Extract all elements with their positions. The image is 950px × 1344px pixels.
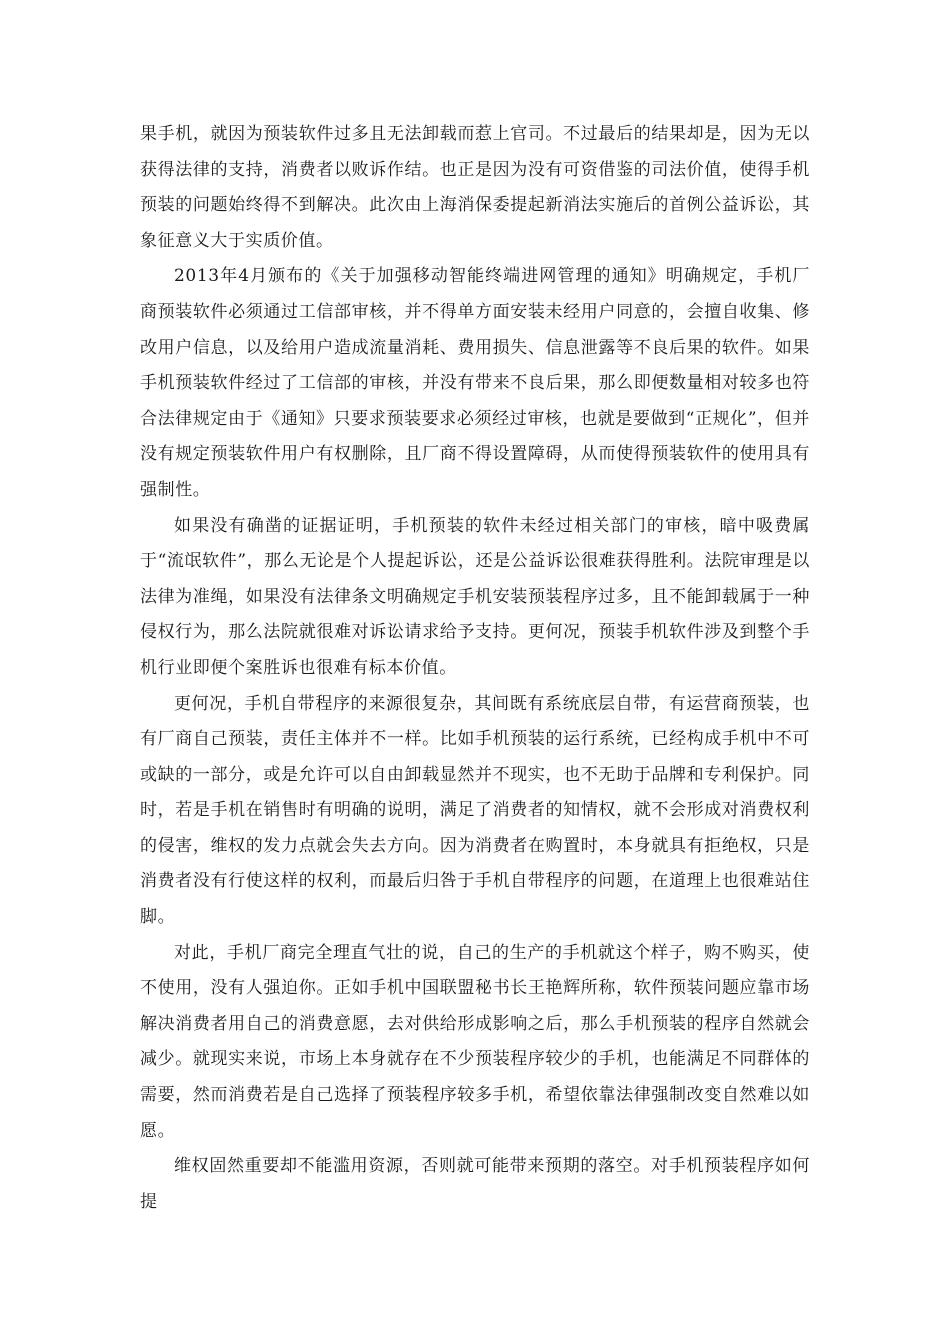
document-body: [140, 117, 810, 1220]
paragraph-4: 更何况，手机自带程序的来源很复杂，其间既有系统底层自带，有运营商预装，也有厂商自己预装，责任主体并不一样。比如手机预装的运行系统，已经构成手机中不可或缺的一部分，或是允许可以自由卸载显然并不现实，也不无助于品牌和专利保护。同时，若是手机在销售时有明确的说明，满足了消费者的知情权，就不会形成对消费权利的侵害，维权的发力点就会失去方向。因为消费者在购置时，本身就具有拒绝权，只是消费者没有行使这样的权利，而最后归咎于手机自带程序的问题，在道理上也很难站住脚。: [140, 693, 810, 928]
paragraph-2: 2013年4月颁布的《关于加强移动智能终端进网管理的通知》明确规定，手机厂商预装软件必须通过工信部审核，并不得单方面安装未经用户同意的，会擅自收集、修改用户信息，以及给用户造成流量消耗、费用损失、信息泄露等不良后果的软件。如果手机预装软件经过了工信部的审核，并没有带来不良后果，那么即便数量相对较多也符合法律规定由于《通知》只要求预装要求必须经过审核，也就是要做到“正规化”，但并没有规定预装软件用户有权删除，且厂商不得设置障碍，从而使得预装软件的使用具有强制性。: [140, 266, 810, 500]
paragraph-1: 果手机，就因为预装软件过多且无法卸载而惹上官司。不过最后的结果却是，因为无以获得法律的支持，消费者以败诉作结。也正是因为没有可资借鉴的司法价值，使得手机预装的问题始终得不到解决。此次由上海消保委提起新消法实施后的首例公益诉讼，其象征意义大于实质价值。: [140, 124, 810, 251]
paragraph-5: 对此，手机厂商完全理直气壮的说，自己的生产的手机就这个样子，购不购买，使不使用，没有人强迫你。正如手机中国联盟秘书长王艳辉所称，软件预装问题应靠市场解决消费者用自己的消费意愿，去对供给形成影响之后，那么手机预装的程序自然就会减少。就现实来说，市场上本身就存在不少预装程序较少的手机，也能满足不同群体的需要，然而消费若是自己选择了预装程序较多手机，希望依靠法律强制改变自然难以如愿。: [140, 942, 810, 1141]
paragraph-6: 维权固然重要却不能滥用资源，否则就可能带来预期的落空。对手机预装程序如何提: [140, 1156, 810, 1212]
paragraph-3: 如果没有确凿的证据证明，手机预装的软件未经过相关部门的审核，暗中吸费属于“流氓软件”，那么无论是个人提起诉讼，还是公益诉讼很难获得胜利。法院审理是以法律为准绳，如果没有法律条文明确规定手机安装预装程序过多，且不能卸载属于一种侵权行为，那么法院就很难对诉讼请求给予支持。更何况，预装手机软件涉及到整个手机行业即便个案胜诉也很难有标本价值。: [140, 515, 810, 678]
